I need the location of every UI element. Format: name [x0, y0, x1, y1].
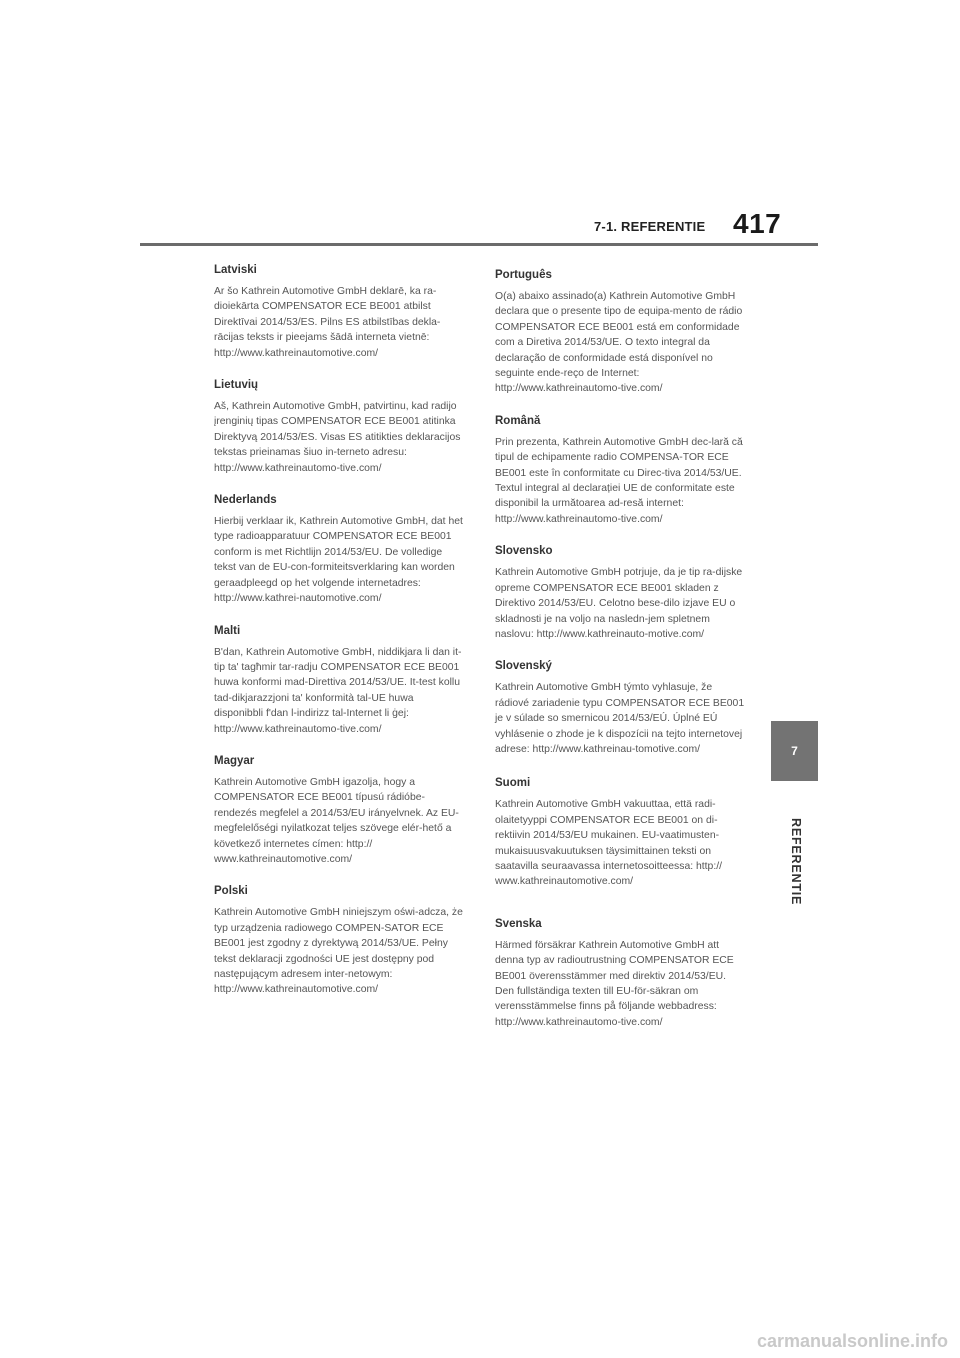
section-svenska	[495, 918, 745, 1030]
section-latviski	[214, 264, 464, 361]
section-slovensko	[495, 545, 745, 642]
chapter-number: 7	[791, 744, 798, 758]
header-section-title: 7-1. REFERENTIE	[594, 219, 706, 234]
section-title: Lietuvių	[214, 379, 259, 392]
header-rule	[140, 243, 818, 246]
right-column	[495, 269, 745, 1030]
section-text: Kathrein Automotive GmbH igazolja, hogy a COMPENSATOR ECE BE001 típusú rádióbe-rendezés megfelel a 2014/53/EU irányelvnek. Az EU-megfelelőségi nyilatkozat teljes szövege elér-hető a következő internetes címen: http:// www.kathreinautomotive.com/	[214, 776, 459, 865]
chapter-side-label: REFERENTIE	[789, 818, 803, 906]
section-portugues	[495, 269, 745, 397]
section-nederlands	[214, 494, 464, 606]
section-text: Kathrein Automotive GmbH vakuuttaa, että radi-olaitetyyppi COMPENSATOR ECE BE001 on di-rektiivin 2014/53/EU mukainen. EU-vaatimusten-mukaisuusvakuutuksen täysimittainen teksti on saatavilla seuraavassa internetosoitteessa: http:// www.kathreinautomotive.com/	[495, 799, 722, 888]
section-malti	[214, 625, 464, 737]
chapter-tab	[771, 721, 818, 781]
section-text: B'dan, Kathrein Automotive GmbH, niddikjara li dan it-tip ta' tagħmir tar-radju COMPENSATOR ECE BE001 huwa konformi mad-Direttiva 2014/53/UE. It-test kollu tad-dikjarazzjoni ta' konformità tal-UE huwa disponibbli f'dan l-indirizz tal-Internet li ġej: http://www.kathreinautomo-tive.com/	[214, 646, 462, 735]
section-text: Aš, Kathrein Automotive GmbH, patvirtinu, kad radijo įrenginių tipas COMPENSATOR ECE BE001 atitinka Direktyvą 2014/53/ES. Visas ES atitikties deklaracijos tekstas prieinamas šiuo in-terneto adresu: http://www.kathreinautomo-tive.com/	[214, 401, 461, 474]
section-title: Slovensko	[495, 545, 553, 558]
page-number: 417	[733, 208, 782, 239]
section-text: Kathrein Automotive GmbH potrjuje, da je tip ra-dijske opreme COMPENSATOR ECE BE001 skladen z Direktivo 2014/53/EU. Celotno bese-dilo izjave EU o skladnosti je na voljo na nasledn-jem spletnem naslovu: http://www.kathreinauto-motive.com/	[495, 567, 743, 640]
section-slovensky	[495, 660, 745, 757]
section-romana	[495, 415, 745, 527]
section-text: O(a) abaixo assinado(a) Kathrein Automotive GmbH declara que o presente tipo de equipa-mento de rádio COMPENSATOR ECE BE001 está em conformidade com a Diretiva 2014/53/UE. O texto integral da declaração de conformidade está disponível no seguinte ende-reço de Internet: http://www.kathreinautomo-tive.com/	[495, 291, 743, 395]
section-title: Latviski	[214, 264, 257, 276]
section-title: Polski	[214, 885, 248, 898]
section-title: Slovenský	[495, 660, 552, 673]
section-text: Prin prezenta, Kathrein Automotive GmbH dec-lară că tipul de echipamente radio COMPENSA-TOR ECE BE001 este în conformitate cu Direc-tiva 2014/53/UE. Textul integral al declarației UE de conformitate este disponibil la următoarea ad-resă internet: http://www.kathreinautomo-tive.com/	[495, 436, 743, 525]
section-text: Härmed försäkrar Kathrein Automotive GmbH att denna typ av radioutrustning COMPENSATOR ECE BE001 överensstämmer med direktiv 2014/53/EU. Den fullständiga texten till EU-för-säkran om verensstämmelse finns på följande webbadress: http://www.kathreinautomo-tive.com/	[495, 939, 734, 1028]
section-title: Suomi	[495, 777, 531, 790]
section-magyar	[214, 755, 464, 867]
section-title: Português	[495, 269, 552, 281]
section-suomi	[495, 777, 745, 889]
section-text: Kathrein Automotive GmbH niniejszym oświ-adcza, że typ urządzenia radiowego COMPEN-SATOR ECE BE001 jest zgodny z dyrektywą 2014/53/UE. Pełny tekst deklaracji zgodności UE jest dostępny pod następującym adresem inter-netowym: http://www.kathreinautomotive.com/	[214, 907, 463, 996]
section-title: Română	[495, 414, 541, 427]
section-title: Magyar	[214, 754, 255, 767]
section-text: Kathrein Automotive GmbH týmto vyhlasuje, že rádiové zariadenie typu COMPENSATOR ECE BE001 je v súlade so smernicou 2014/53/EÚ. Úplné EÚ vyhlásenie o zhode je k dispozícii na tejto internetovej adrese: http://www.kathreinau-tomotive.com/	[495, 682, 745, 755]
section-text: Ar šo Kathrein Automotive GmbH deklarē, ka ra-dioiekārta COMPENSATOR ECE BE001 atbilst Direktīvai 2014/53/ES. Pilns ES atbilstības dekla-rācijas teksts ir pieejams šādā interneta vietnē: http://www.kathreinautomotive.com/	[214, 286, 441, 359]
section-title: Nederlands	[214, 494, 277, 507]
section-text: Hierbij verklaar ik, Kathrein Automotive GmbH, dat het type radioapparatuur COMPENSATOR ECE BE001 conform is met Richtlijn 2014/53/EU. De volledige tekst van de EU-con-formiteitsverklaring kan worden geraadpleegd op het volgende internetadres: http://www.kathrei-nautomotive.com/	[214, 516, 463, 605]
section-polski	[214, 885, 464, 997]
left-column	[214, 264, 464, 998]
watermark: carmanualsonline.info	[756, 1331, 948, 1351]
section-lietuviu	[214, 379, 464, 476]
section-title: Svenska	[495, 917, 542, 930]
section-title: Malti	[214, 624, 241, 637]
